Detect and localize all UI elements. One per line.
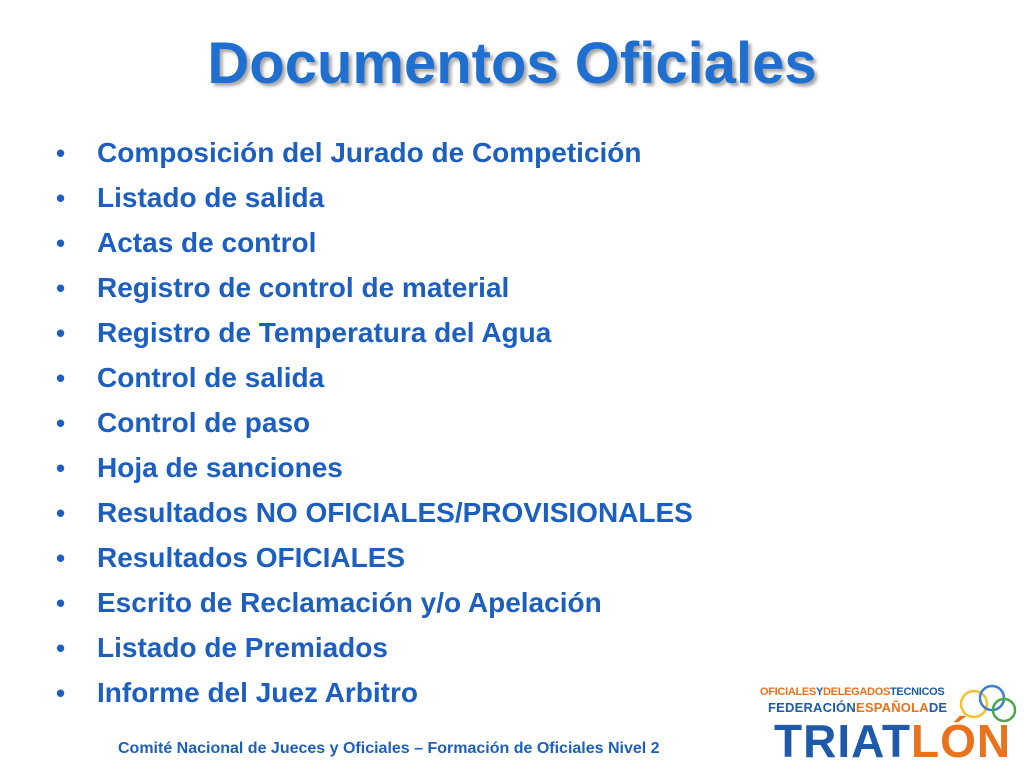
bullet-text: Composición del Jurado de Competición (97, 137, 642, 168)
bullet-text: Resultados OFICIALES (97, 542, 406, 573)
footer-text: Comité Nacional de Jueces y Oficiales – Formación de Oficiales Nivel 2 (118, 740, 660, 757)
bullet-text: Registro de Temperatura del Agua (97, 317, 552, 348)
bullet-text: Control de salida (97, 362, 325, 393)
bullet-text: Control de paso (97, 407, 311, 438)
bullet-item (56, 445, 693, 490)
bullet-dot-icon: • (56, 273, 66, 303)
bullet-item (56, 670, 693, 715)
bullet-dot-icon: • (56, 633, 66, 663)
bullet-dot-icon: • (56, 318, 66, 348)
bullet-item (56, 400, 693, 445)
bullet-dot-icon: • (56, 588, 66, 618)
bullet-text: Actas de control (97, 227, 317, 258)
rings-icon (956, 684, 1018, 728)
logo-tagline (760, 686, 944, 698)
bullet-item (56, 625, 693, 670)
bullet-dot-icon: • (56, 453, 66, 483)
bullet-dot-icon: • (56, 363, 66, 393)
bullet-item (56, 130, 693, 175)
bullet-dot-icon: • (56, 408, 66, 438)
bullet-item (56, 490, 693, 535)
logo-federation-part: FEDERACIÓN (768, 700, 856, 715)
bullet-text: Informe del Juez Arbitro (97, 677, 419, 708)
logo-tagline-part: DELEGADOS (823, 686, 890, 698)
logo-tagline-part: Y (815, 686, 824, 698)
bullet-item (56, 310, 693, 355)
bullet-item (56, 580, 693, 625)
logo-tagline-part: TECNICOS (890, 686, 945, 698)
bullet-dot-icon: • (56, 228, 66, 258)
bullet-item (56, 175, 693, 220)
bullet-item (56, 355, 693, 400)
bullet-text: Escrito de Reclamación y/o Apelación (97, 587, 602, 618)
federation-logo (756, 684, 1022, 768)
bullet-dot-icon: • (56, 678, 66, 708)
bullet-text: Listado de Premiados (97, 632, 388, 663)
bullet-item (56, 220, 693, 265)
slide-title: Documentos Oficiales (207, 31, 817, 96)
bullet-text: Resultados NO OFICIALES/PROVISIONALES (97, 497, 693, 528)
bullet-dot-icon: • (56, 543, 66, 573)
logo-word-part: TRIAT (774, 715, 912, 767)
bullet-dot-icon: • (56, 498, 66, 528)
bullet-item (56, 265, 693, 310)
logo-tagline-part: OFICIALES (760, 686, 816, 698)
bullet-text: Registro de control de material (97, 272, 510, 303)
bullet-dot-icon: • (56, 183, 66, 213)
bullet-dot-icon: • (56, 138, 66, 168)
bullet-text: Listado de salida (97, 182, 325, 213)
logo-federation-part: DE (928, 700, 948, 715)
bullet-text: Hoja de sanciones (97, 452, 343, 483)
bullet-list (56, 130, 693, 715)
logo-federation (768, 700, 947, 715)
logo-word-part: LÓN (911, 715, 1012, 767)
bullet-item (56, 535, 693, 580)
logo-federation-part: ESPAÑOLA (855, 700, 929, 715)
